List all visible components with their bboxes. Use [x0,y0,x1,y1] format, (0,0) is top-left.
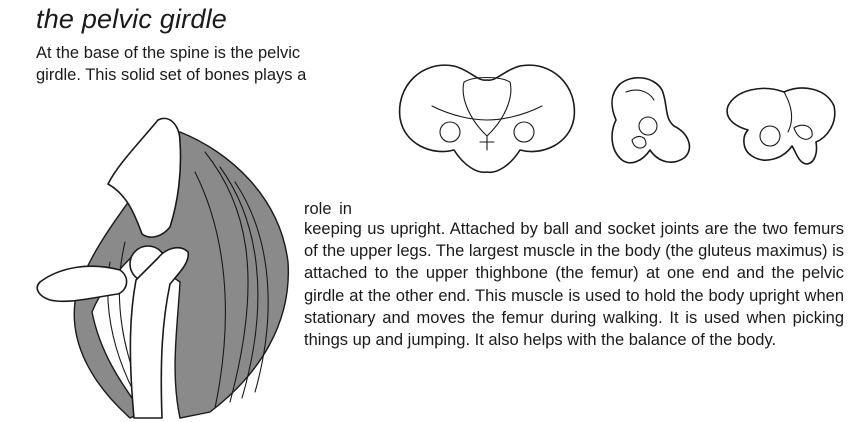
pelvis-outline [400,65,575,172]
side-socket [639,117,657,135]
pelvis-tq-outline [727,88,835,164]
pelvis-front-illustration [392,46,582,176]
pelvic-brim [432,106,542,120]
tq-ring [794,125,812,139]
intro-line-2: girdle. This solid set of bones plays a [36,66,307,84]
body-paragraph: keeping us upright. Attached by ball and socket joints are the two femurs of the upper legs. The largest muscle in the body (the gluteus maximus) is attached to the upper thighbone (the femur) at one end and the pelvic girdle at the other end. This muscle is used to hold the body upright when stationary and moves the femur during walking. It is used when picking things up and jumping. It also helps with the balance of the body. [304,220,844,350]
pelvis-side-outline [612,78,690,163]
tq-sacrum [784,92,791,132]
right-socket [514,122,534,142]
sacrum [463,78,511,137]
side-foramen [632,137,646,149]
pelvis-threequarter-illustration [722,76,840,170]
tq-socket [760,126,780,146]
intro-line-1: At the base of the spine is the pelvic [36,44,301,62]
left-socket [440,122,460,142]
role-line: role in [304,200,352,218]
ischium-bone [37,266,126,301]
gluteus-maximus-illustration [30,112,300,422]
intro-text [36,42,376,86]
pelvis-side-illustration [602,70,698,170]
coccyx [480,136,494,150]
side-crest [626,90,654,100]
page-title: the pelvic girdle [36,4,228,34]
